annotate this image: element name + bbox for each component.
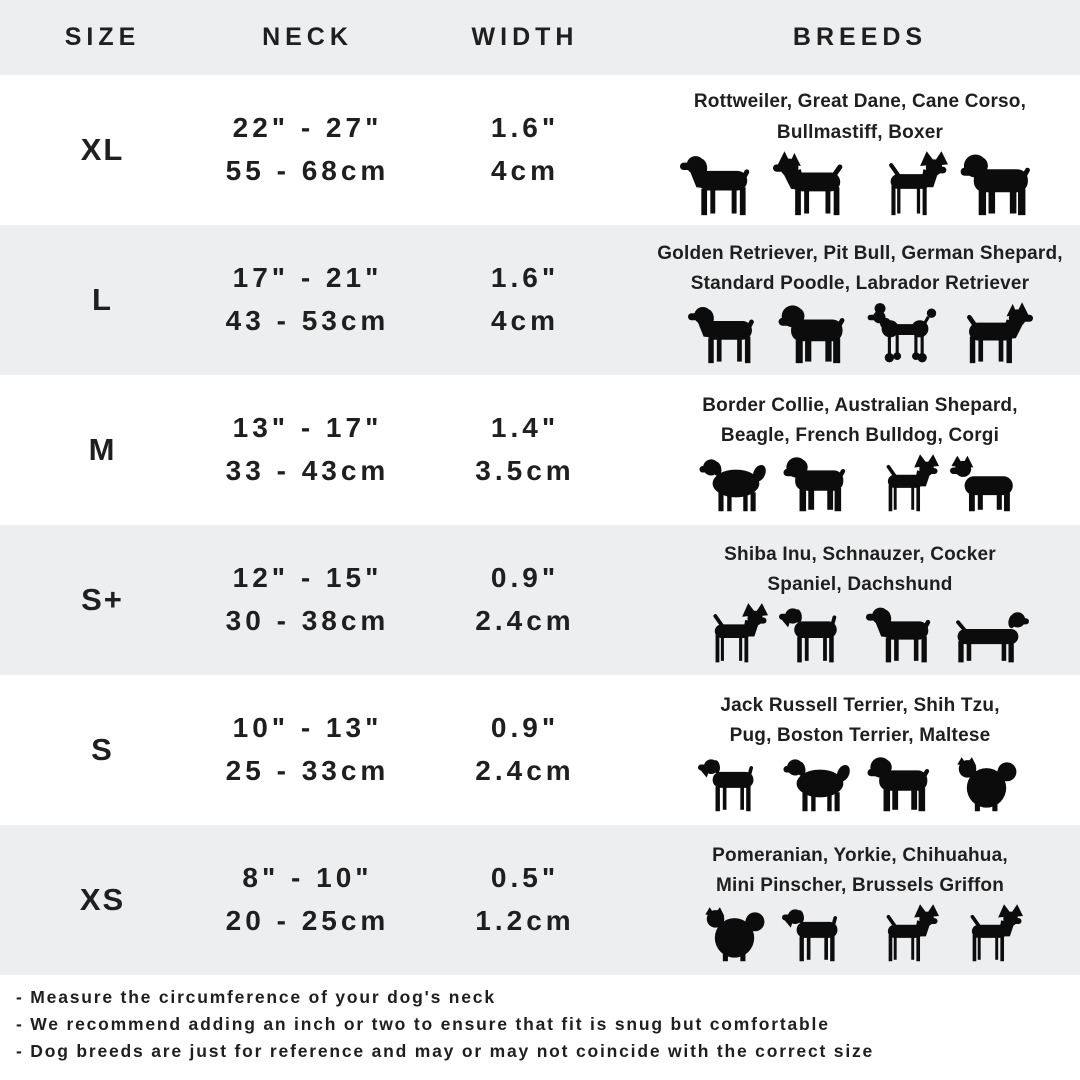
corgi-icon [950,454,1023,513]
sizing-notes [0,975,1080,1080]
shiba-inu-icon [692,603,768,664]
neck-inches: 8" - 10" [242,862,373,894]
breeds-cell [640,675,1080,825]
doberman-icon [866,151,948,217]
table-row-xs [0,825,1080,975]
breeds-list-line1: Jack Russell Terrier, Shih Tzu, [720,694,1000,716]
breeds-list-line2: Spaniel, Dachshund [767,574,953,595]
column-header-width: WIDTH [471,23,579,51]
neck-measurement [205,707,410,792]
breeds-list-line1: Golden Retriever, Pit Bull, German Shepard, [657,242,1063,264]
note-reference: - Dog breeds are just for reference and may or may not coincide with the correct size [16,1041,875,1061]
width-inches: 1.6" [490,262,560,294]
width-cm: 2.4cm [475,605,575,636]
neck-cm: 43 - 53cm [225,305,390,336]
table-header-row [0,0,1080,75]
breeds-list-line1: Pomeranian, Yorkie, Chihuahua, [712,844,1008,866]
great-dane-icon [773,151,855,217]
breeds-list-line2: Mini Pinscher, Brussels Griffon [715,875,1005,896]
width-cm: 4cm [490,155,560,186]
chihuahua-icon [866,904,939,963]
neck-cm: 20 - 25cm [225,905,390,936]
column-header-breeds: BREEDS [792,23,928,51]
breeds-list-line1: Rottweiler, Great Dane, Cane Corso, [693,91,1027,113]
width-measurement [410,257,640,342]
table-row-s [0,675,1080,825]
breeds-list-line1: Shiba Inu, Schnauzer, Cocker [724,543,996,565]
neck-inches: 12" - 15" [232,562,383,594]
size-label: L [92,282,113,317]
table-row-xl [0,75,1080,225]
breeds-list-line2: Pug, Boston Terrier, Maltese [729,725,991,746]
width-inches: 0.5" [490,862,560,894]
breeds-list-line2: Beagle, French Bulldog, Corgi [720,425,1000,446]
bullmastiff-icon [959,151,1041,217]
breeds-list-line1: Border Collie, Australian Shepard, [702,394,1018,416]
width-cm: 1.2cm [475,905,575,936]
width-inches: 1.6" [490,112,560,144]
mini-pinscher-icon [950,904,1023,963]
neck-inches: 10" - 13" [232,712,383,744]
neck-measurement [205,407,410,492]
neck-inches: 13" - 17" [232,412,383,444]
cocker-spaniel-icon [866,603,942,664]
column-header-neck: NECK [262,23,353,51]
dog-silhouettes [680,151,1041,217]
border-collie-icon [698,454,771,513]
breeds-list-line2: Standard Poodle, Labrador Retriever [690,273,1030,294]
neck-cm: 30 - 38cm [225,605,390,636]
width-measurement [410,557,640,642]
width-cm: 4cm [490,305,560,336]
note-measure: - Measure the circumference of your dog's neck [16,987,496,1007]
breeds-cell [640,525,1080,675]
breeds-cell [640,375,1080,525]
size-label: S [91,732,114,767]
pug-icon [866,754,939,813]
neck-measurement [205,257,410,342]
maltese-icon [950,754,1023,813]
neck-measurement [205,107,410,192]
width-inches: 0.9" [490,712,560,744]
rottweiler-icon [680,151,762,217]
neck-cm: 55 - 68cm [225,155,390,186]
size-label: XS [79,882,126,917]
width-measurement [410,707,640,792]
neck-measurement [205,857,410,942]
neck-cm: 25 - 33cm [225,755,390,786]
table-row-m [0,375,1080,525]
dog-silhouettes [688,302,1033,365]
size-label: M [88,432,117,467]
column-header-size: SIZE [64,23,141,51]
width-measurement [410,107,640,192]
dachshund-icon [953,603,1029,664]
table-row-l [0,225,1080,375]
jack-russell-icon [698,754,771,813]
breeds-cell [640,225,1080,375]
yorkie-icon [782,904,855,963]
neck-cm: 33 - 43cm [225,455,390,486]
note-recommend: - We recommend adding an inch or two to ensure that fit is snug but comfortable [16,1014,830,1034]
dog-silhouettes [698,454,1023,513]
schnauzer-icon [779,603,855,664]
pomeranian-icon [698,904,771,963]
boston-terrier-icon [866,454,939,513]
standard-poodle-icon [866,302,944,365]
width-cm: 2.4cm [475,755,575,786]
neck-measurement [205,557,410,642]
dog-silhouettes [698,904,1023,963]
breeds-cell [640,75,1080,225]
dog-silhouettes [692,603,1029,664]
shih-tzu-icon [782,754,855,813]
table-row-s-plus [0,525,1080,675]
french-bulldog-icon [782,454,855,513]
breeds-list-line2: Bullmastiff, Boxer [776,121,944,143]
size-label: S+ [81,582,124,617]
width-inches: 0.9" [490,562,560,594]
size-label: XL [80,132,125,167]
neck-inches: 22" - 27" [232,112,383,144]
neck-inches: 17" - 21" [232,262,383,294]
golden-retriever-icon [688,302,766,365]
width-measurement [410,857,640,942]
pit-bull-icon [777,302,855,365]
width-cm: 3.5cm [475,455,575,486]
width-inches: 1.4" [490,412,560,444]
breeds-cell [640,825,1080,975]
german-shepard-icon [955,302,1033,365]
dog-silhouettes [698,754,1023,813]
width-measurement [410,407,640,492]
